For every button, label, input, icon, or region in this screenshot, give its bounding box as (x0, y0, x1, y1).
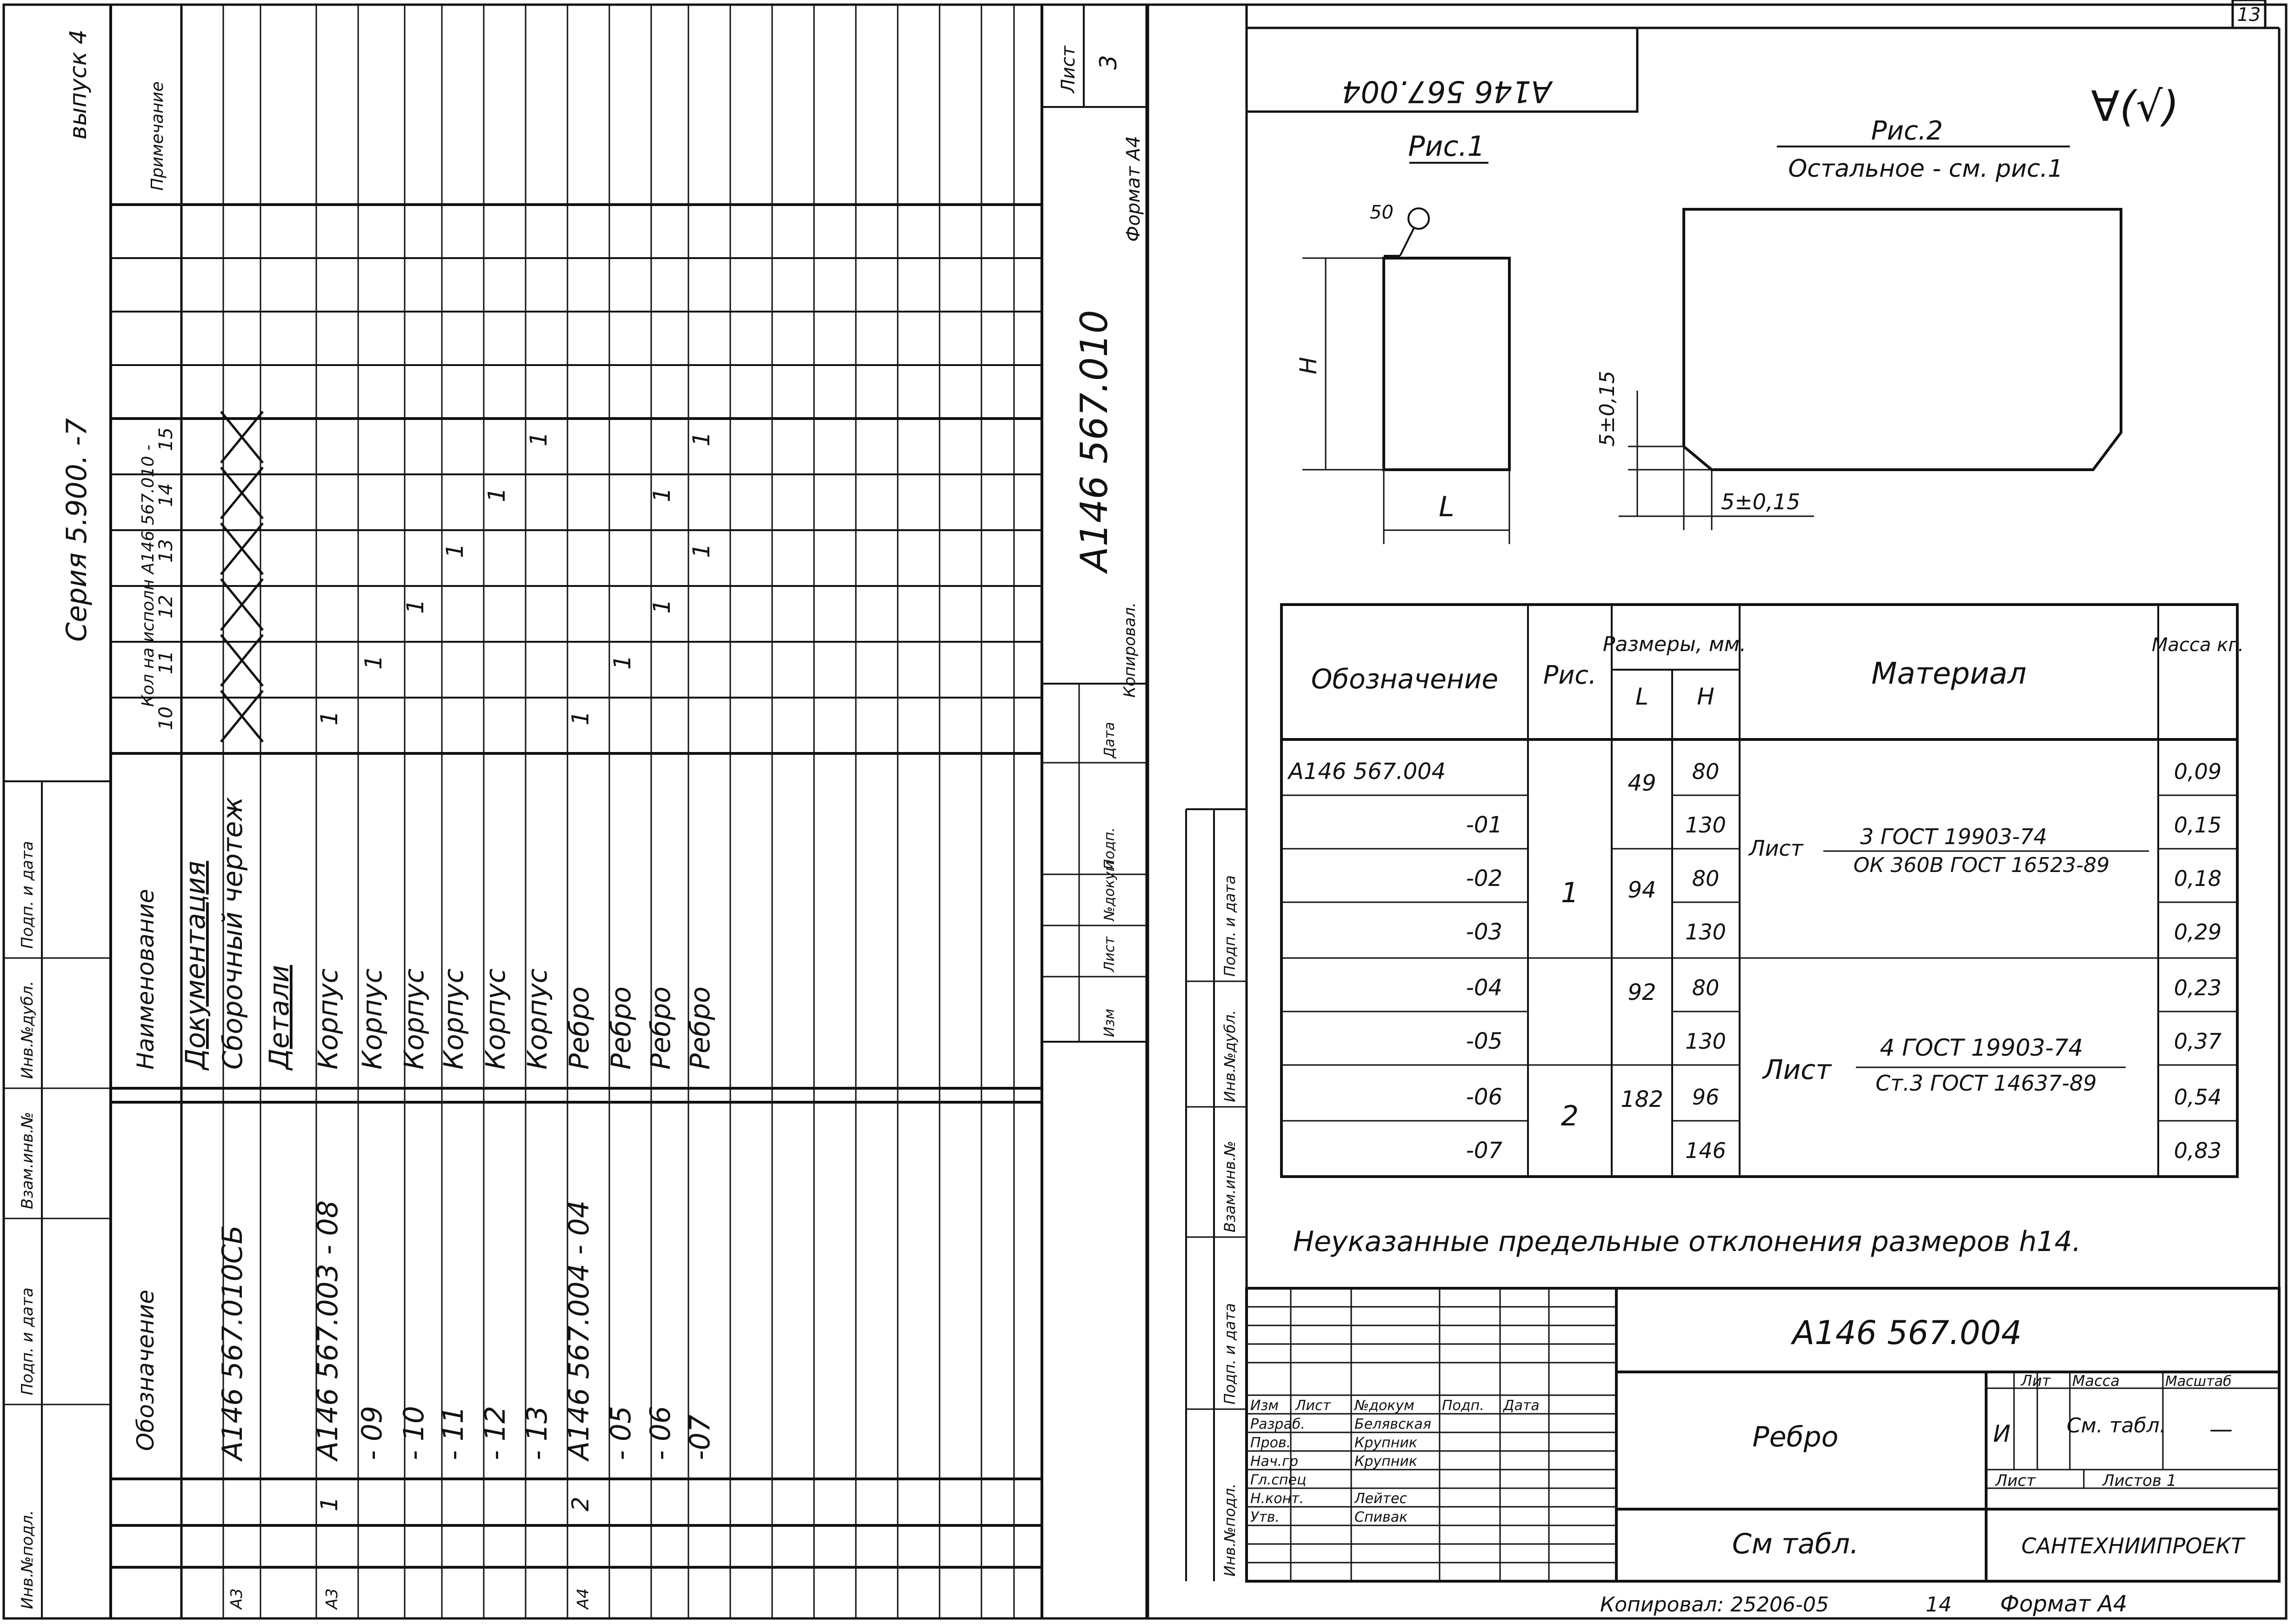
stamp-sheets-label: Листов 1 (2102, 1471, 2177, 1490)
cell-mass: 0,23 (2174, 975, 2222, 1000)
name-header: Наименование (132, 889, 159, 1070)
kol-col-12: 12 (155, 595, 177, 619)
row-designation: - 13 (521, 1405, 554, 1460)
row-designation: - 05 (605, 1405, 637, 1460)
stamp-name: Крупник (1354, 1435, 1417, 1451)
left-side-label-1: Инв.№подл. (18, 1510, 37, 1609)
issue-label: выпуск 4 (65, 29, 92, 140)
stamp-name: Спивак (1354, 1509, 1408, 1525)
stamp-material: См табл. (1732, 1528, 1859, 1560)
cell-mass: 0,15 (2174, 812, 2222, 838)
copied-footer: Копировал: 25206-05 (1600, 1593, 1829, 1617)
row-name: Сборочный чертеж (217, 797, 248, 1070)
mat2-word: Лист (1763, 1054, 1831, 1085)
variants-table (1281, 605, 2244, 1177)
row-name: Ребро (605, 986, 637, 1070)
copied-label: Копировал. (1121, 602, 1139, 698)
doc-number-rotated: А146 567.004 (1341, 74, 1552, 108)
row-position: 1 (316, 1497, 343, 1511)
cell-H: 130 (1685, 1029, 1726, 1054)
qty-cell: 1 (688, 543, 715, 558)
row-designation: - 06 (644, 1405, 677, 1460)
kol-col-13: 13 (155, 539, 177, 563)
stamp-sign-label: Подп. (1101, 827, 1118, 870)
cell-H: 96 (1692, 1085, 1720, 1110)
row-designation: - 09 (356, 1405, 388, 1460)
stamp-head-cell: Подп. (1442, 1398, 1484, 1414)
stamp-head-cell: №докум (1354, 1398, 1414, 1414)
left-side-label-4: Инв.№дубл. (18, 980, 37, 1079)
cell-L: 94 (1628, 877, 1656, 903)
row-name: Ребро (563, 986, 595, 1070)
kol-col-15: 15 (155, 427, 177, 451)
cell-mass: 0,83 (2174, 1138, 2222, 1163)
cell-mass: 0,09 (2174, 759, 2222, 784)
qty-cell: 1 (483, 487, 510, 502)
tolerance-note: Неуказанные предельные отклонения размеров h14. (1293, 1225, 2081, 1258)
cell-H: 146 (1685, 1138, 1726, 1163)
row-name: Детали (263, 965, 295, 1070)
right-side-label-2: Подп. и дата (1221, 1303, 1239, 1404)
stamp-sheet-label-r: Лист (1995, 1471, 2036, 1490)
row-name: Корпус (398, 968, 430, 1070)
stamp-head-cell: Дата (1503, 1398, 1540, 1414)
cell-H: 80 (1692, 759, 1720, 784)
cell-mass: 0,18 (2174, 866, 2222, 891)
mat1-top: 3 ГОСТ 19903-74 (1860, 824, 2048, 849)
right-side-label-3: Взам.инв.№ (1221, 1141, 1239, 1232)
format-footer: Формат А4 (2000, 1591, 2128, 1617)
stamp-doc-label: №докум (1101, 861, 1118, 921)
row-designation: - 10 (398, 1405, 430, 1460)
stamp-head-cell: Лист (1295, 1398, 1331, 1414)
copied-page: 14 (1926, 1593, 1952, 1617)
fig-cell-1: 1 (1561, 877, 1579, 909)
left-side-label-3: Взам.инв.№ (18, 1112, 37, 1209)
cell-L: 182 (1621, 1086, 1663, 1112)
th-H: H (1697, 683, 1714, 710)
dim-H: H (1295, 357, 1322, 374)
roughness-small: 50 (1370, 202, 1394, 223)
stamp-role: Нач.гр (1250, 1453, 1299, 1470)
kol-col-14: 14 (155, 483, 177, 507)
kol-header: Кол на исполн А146 567.010 - (139, 445, 158, 707)
kol-col-11: 11 (155, 651, 177, 674)
left-sheet (4, 5, 1148, 1618)
cell-H: 130 (1685, 919, 1726, 945)
right-side-label-1: Инв.№подл. (1221, 1483, 1239, 1577)
mat2-bottom: Ст.3 ГОСТ 14637-89 (1875, 1071, 2097, 1096)
stamp-date-label: Дата (1101, 722, 1118, 758)
sheet-number: 3 (1095, 55, 1122, 70)
cell-L: 49 (1628, 770, 1656, 796)
row-name: Корпус (438, 968, 469, 1070)
stamp-name: Лейтес (1354, 1491, 1407, 1507)
qty-cell: 1 (648, 599, 675, 614)
chamfer-v: 5±0,15 (1595, 371, 1619, 446)
table-row (1466, 975, 2222, 1005)
title-block (1247, 1288, 2279, 1581)
series-label: Серия 5.900. -7 (60, 418, 93, 642)
cell-L: 92 (1628, 979, 1656, 1005)
cell-designation: -05 (1466, 1028, 1502, 1054)
mat2-top: 4 ГОСТ 19903-74 (1880, 1034, 2083, 1061)
roughness-symbol: ∀(√) (2091, 82, 2179, 131)
stamp-name: Белявская (1354, 1416, 1431, 1432)
stamp-role: Гл.спец (1250, 1472, 1307, 1488)
stamp-org: САНТЕХНИИПРОЕКТ (2021, 1533, 2244, 1558)
row-name: Документация (180, 861, 211, 1070)
table-row (1287, 759, 2221, 796)
right-side-label-4: Инв.№дубл. (1221, 1010, 1239, 1102)
table-row (1466, 1138, 2222, 1164)
qty-cell: 1 (441, 543, 468, 558)
doc-number: А146 567.010 (1073, 310, 1116, 572)
stamp-lit-value: И (1993, 1420, 2011, 1447)
fig1-part (1384, 258, 1509, 470)
row-name: Корпус (312, 968, 344, 1070)
cell-designation: -06 (1466, 1084, 1502, 1110)
cell-H: 80 (1692, 975, 1720, 1000)
stamp-grid (1247, 1288, 1616, 1581)
left-side-label-2: Подп. и дата (18, 1287, 37, 1395)
qty-cell: 1 (567, 711, 594, 725)
stamp-role: Утв. (1250, 1509, 1280, 1525)
mat1-word: Лист (1749, 836, 1803, 861)
row-position: 2 (567, 1497, 594, 1511)
table-row (1466, 919, 2222, 945)
th-material: Материал (1871, 657, 2027, 691)
cell-mass: 0,29 (2174, 919, 2222, 945)
row-designation: - 12 (479, 1405, 512, 1460)
spec-row (180, 861, 211, 1071)
stamp-mass-label: Масса (2072, 1372, 2120, 1390)
spec-row (263, 965, 295, 1071)
stamp-role: Пров. (1250, 1435, 1291, 1451)
th-L: L (1635, 683, 1648, 710)
notes-header: Примечание (148, 81, 167, 191)
cell-mass: 0,54 (2174, 1085, 2222, 1110)
stamp-role: Н.конт. (1250, 1491, 1304, 1507)
left-side-label-5: Подп. и дата (18, 841, 37, 949)
cell-designation: -01 (1466, 812, 1502, 838)
stamp-scale-label: Масштаб (2165, 1373, 2232, 1390)
stamp-lit-label: Лит (2021, 1372, 2051, 1390)
stamp-scale-value: — (2209, 1416, 2233, 1443)
row-name: Корпус (356, 968, 388, 1070)
row-name: Корпус (480, 968, 511, 1070)
cell-designation: -02 (1466, 865, 1502, 892)
cell-designation: -03 (1466, 919, 1502, 945)
row-designation: А146 567.010СБ (216, 1225, 249, 1460)
table-row (1466, 1084, 2222, 1112)
row-designation: А146 567.003 - 08 (312, 1200, 344, 1460)
roughness-circle-icon (1408, 208, 1429, 229)
right-sheet (1147, 5, 2286, 1618)
th-fig: Рис. (1543, 660, 1597, 690)
page-number: 13 (2237, 4, 2261, 26)
qty-cell: 1 (525, 432, 552, 446)
stamp-role: Разраб. (1250, 1416, 1305, 1432)
fig2-label: Рис.2 (1871, 116, 1943, 146)
kol-col-10: 10 (155, 706, 177, 730)
chamfer-h: 5±0,15 (1721, 489, 1801, 514)
right-side-label-5: Подп. и дата (1221, 875, 1239, 977)
spec-row (398, 599, 430, 1460)
fig2-note: Остальное - см. рис.1 (1788, 155, 2063, 183)
table-row (1466, 1028, 2222, 1054)
qty-cell: 1 (609, 655, 636, 670)
table-row (1466, 812, 2222, 838)
stamp-title: Ребро (1752, 1421, 1839, 1453)
row-designation: - 11 (437, 1405, 470, 1460)
table-rows (1287, 759, 2221, 1164)
format-label: Формат А4 (1123, 136, 1144, 242)
fig2-part (1684, 209, 2121, 470)
row-format: А3 (227, 1588, 246, 1609)
cell-mass: 0,37 (2174, 1029, 2222, 1054)
cell-designation: -04 (1466, 975, 1502, 1001)
row-format: А3 (323, 1588, 341, 1609)
mat1-bottom: ОК 360В ГОСТ 16523-89 (1853, 853, 2110, 877)
row-name: Корпус (521, 968, 553, 1070)
row-designation: А146 567.004 - 04 (563, 1200, 595, 1460)
dim-L: L (1439, 491, 1454, 523)
row-name: Ребро (684, 986, 716, 1070)
row-name: Ребро (645, 986, 676, 1070)
cell-H: 80 (1692, 866, 1720, 891)
stamp-name: Крупник (1354, 1453, 1417, 1470)
qty-cell: 1 (402, 599, 429, 614)
fig1-label: Рис.1 (1408, 130, 1485, 163)
sheet-label: Лист (1058, 46, 1079, 93)
stamp-mass-value: См. табл. (2067, 1414, 2166, 1438)
row-format: А4 (574, 1588, 593, 1609)
th-mass: Масса кг. (2151, 634, 2244, 656)
qty-cell: 1 (688, 432, 715, 446)
stamp-designation: А146 567.004 (1792, 1314, 2022, 1352)
th-dims: Размеры, мм. (1602, 632, 1747, 656)
stamp-sheet-label: Лист (1101, 936, 1118, 972)
qty-cell: 1 (316, 711, 343, 725)
stamp-head-cell: Изм (1250, 1398, 1279, 1414)
cell-H: 130 (1685, 812, 1726, 838)
row-designation: -07 (684, 1415, 716, 1460)
spec-row (356, 655, 388, 1460)
cell-designation: -07 (1466, 1138, 1502, 1164)
fig-cell-2: 2 (1561, 1100, 1579, 1132)
cell-designation: А146 567.004 (1288, 759, 1446, 785)
stamp-change-label: Изм (1101, 1008, 1118, 1037)
qty-cell: 1 (648, 487, 675, 502)
spec-row (644, 487, 677, 1460)
designation-header: Обозначение (132, 1290, 159, 1451)
qty-cell: 1 (360, 655, 387, 670)
th-designation: Обозначение (1311, 663, 1499, 695)
